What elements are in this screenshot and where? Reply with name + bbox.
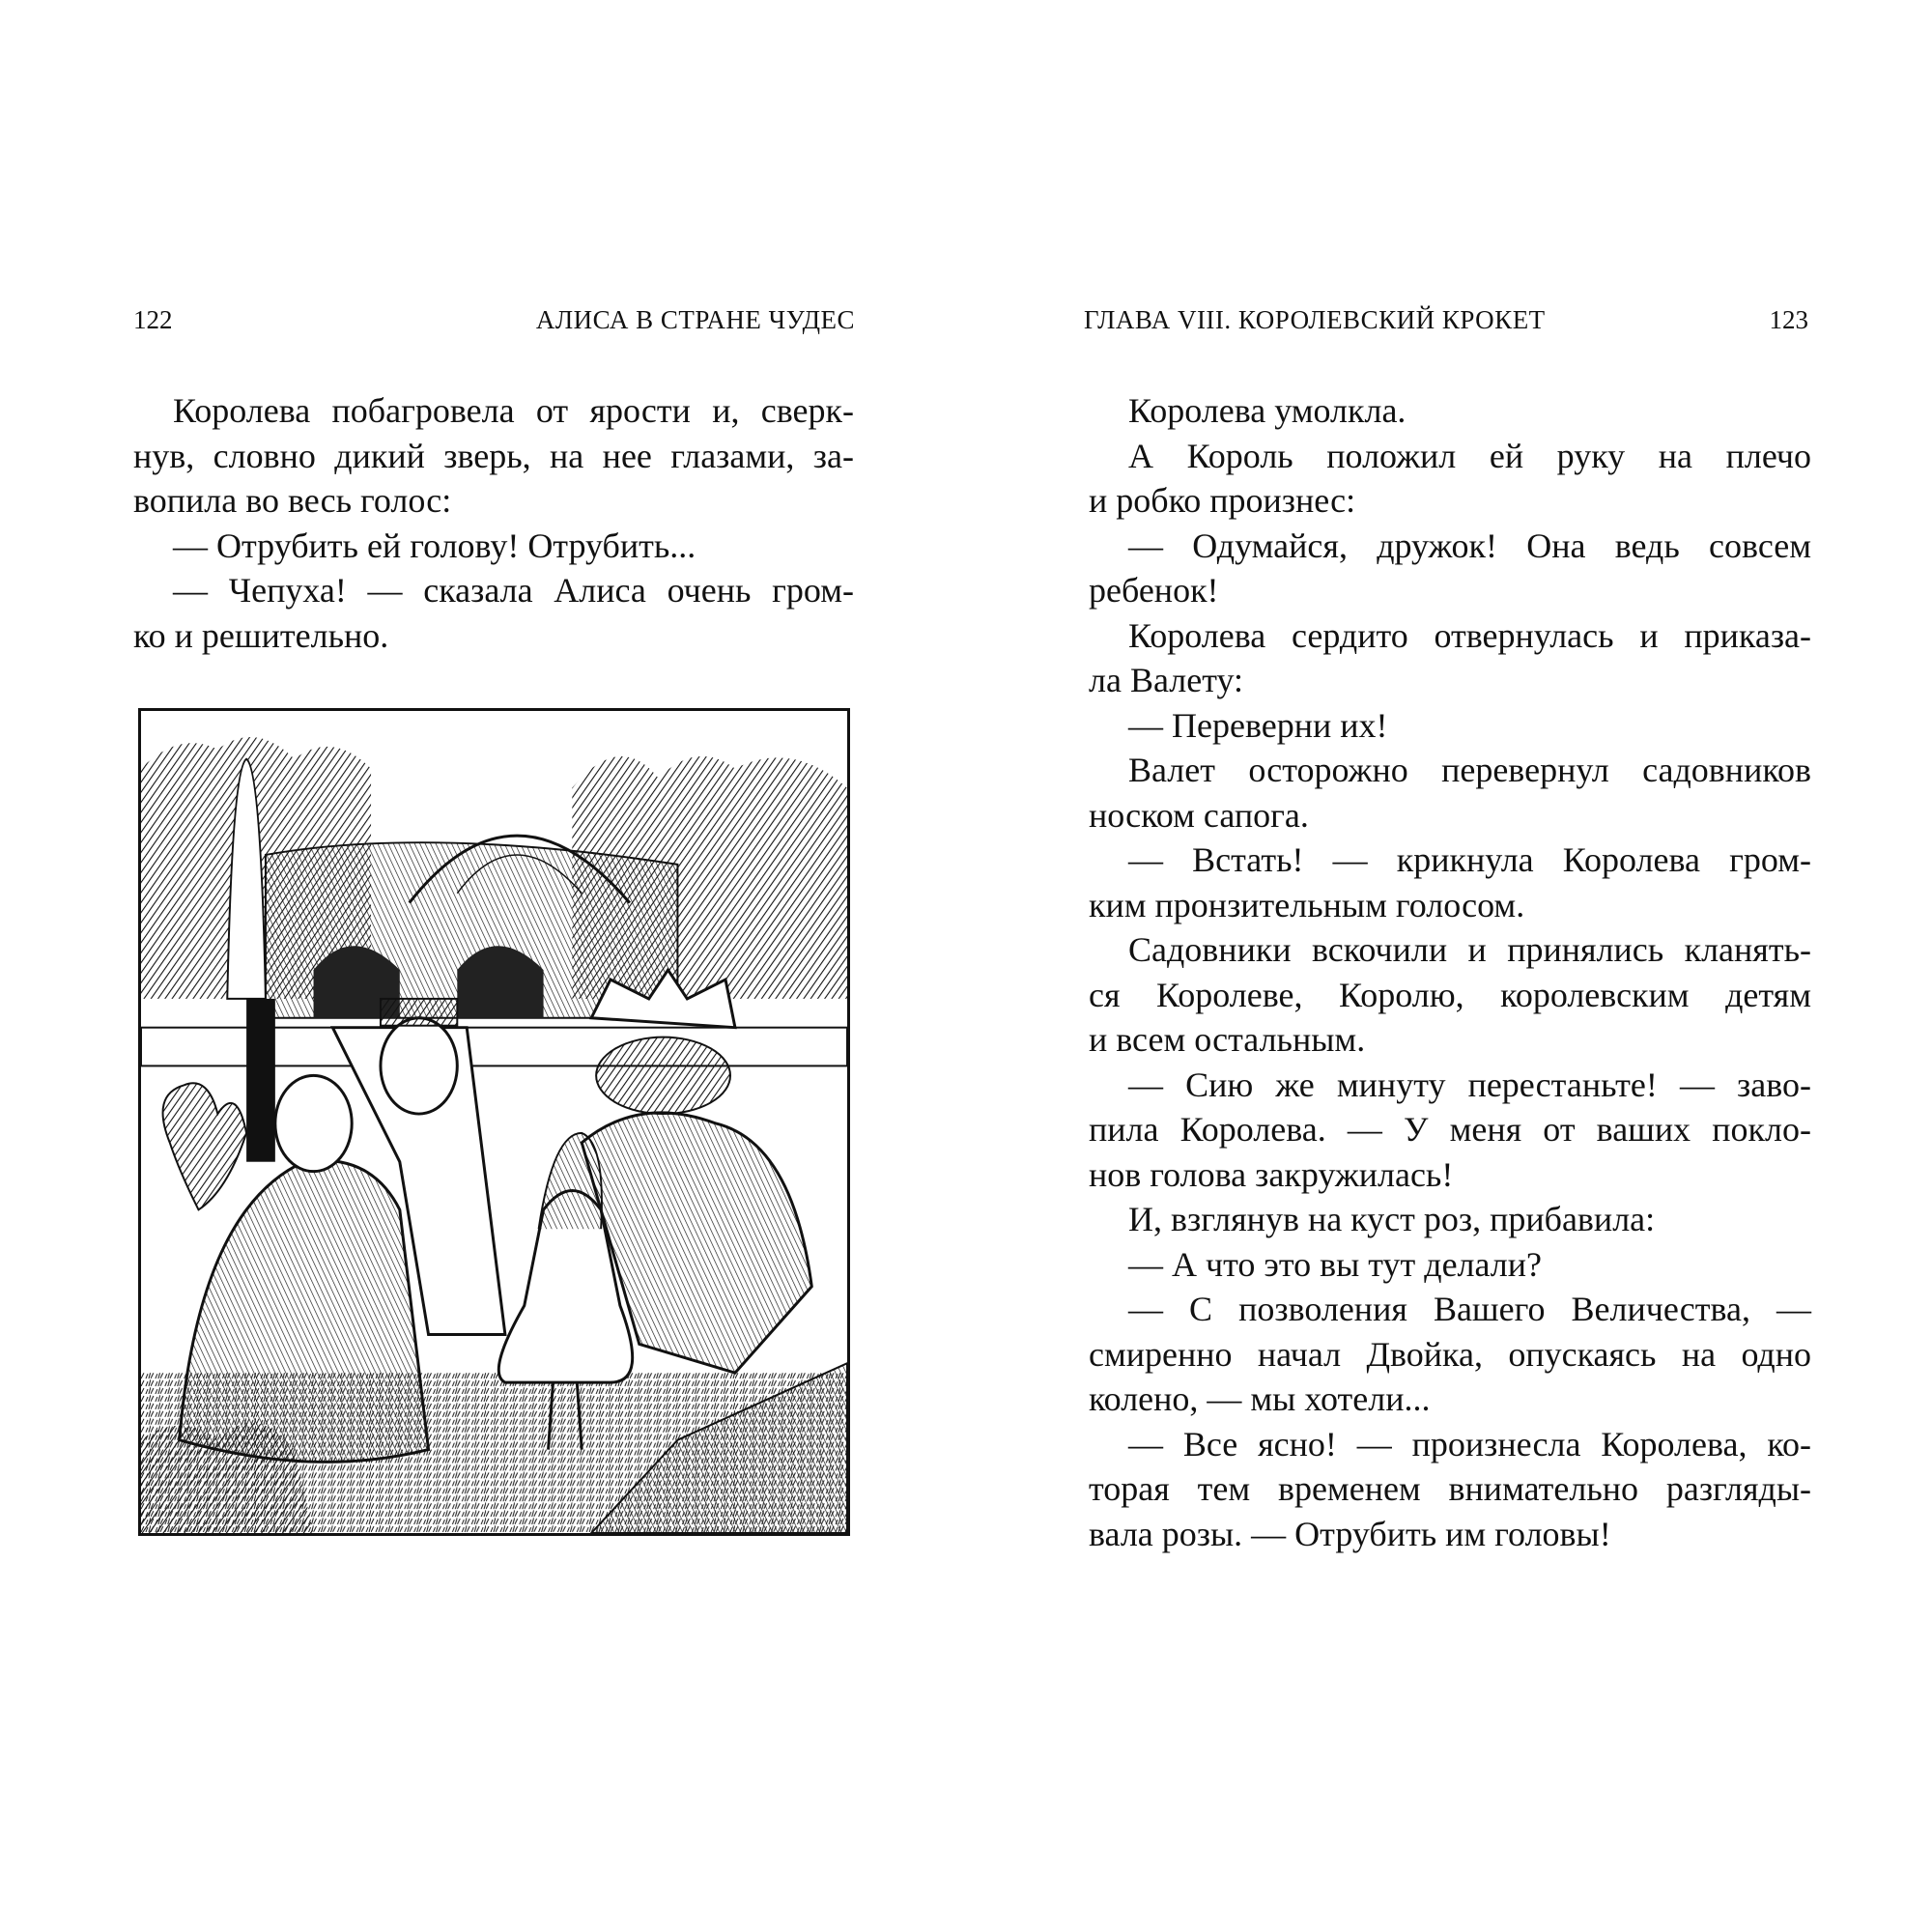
text-line: смиренно начал Двойка, опускаясь на одно (1089, 1334, 1811, 1374)
text-line: — А что это вы тут делали? (1128, 1244, 1543, 1284)
text-line: Валет осторожно перевернул садовников (1128, 751, 1811, 789)
text-line: ребенок! (1089, 571, 1219, 610)
text-line: — Все ясно! — произнесла Королева, ко- (1128, 1424, 1811, 1463)
heart-sceptre-icon (163, 1083, 247, 1209)
text-line: Королева умолкла. (1128, 391, 1406, 430)
text-line: ким пронзительным голосом. (1089, 885, 1525, 924)
page-number: 123 (1769, 305, 1808, 334)
engraving-illustration (141, 711, 847, 1533)
text-line: — С позволения Вашего Величества, — (1128, 1290, 1811, 1328)
text-line: Королева побагровела от ярости и, сверк- (173, 391, 854, 430)
text-line: — Сию же минуту перестаньте! — заво- (1128, 1065, 1811, 1104)
body-text (133, 388, 854, 658)
text-line: нув, словно дикий зверь, на нее глазами, за- (133, 436, 854, 475)
text-line: вопила во весь голос: (133, 481, 452, 520)
text-line: — Отрубить ей голову! Отрубить... (173, 526, 696, 565)
text-line: нов голова закружилась! (1089, 1154, 1454, 1194)
text-line: — Одумайся, дружок! Она ведь совсем (1128, 526, 1811, 565)
text-line: ла Валету: (1089, 661, 1243, 699)
text-line: пила Королева. — У меня от ваших покло- (1089, 1110, 1811, 1149)
text-line: вала розы. — Отрубить им головы! (1089, 1514, 1611, 1553)
text-line: колено, — мы хотели... (1089, 1379, 1431, 1418)
text-line: — Встать! — крикнула Королева гром- (1128, 840, 1811, 879)
right-page (966, 0, 1932, 1932)
text-line: А Король положил ей руку на плечо (1128, 436, 1811, 475)
illustration (138, 708, 850, 1536)
text-line: носком сапога. (1089, 795, 1309, 835)
running-head: АЛИСА В СТРАНЕ ЧУДЕС (535, 305, 855, 334)
text-line: торая тем временем внимательно разгляды- (1089, 1469, 1811, 1508)
text-line: и робко произнес: (1089, 481, 1356, 520)
text-line: Королева сердито отвернулась и приказа- (1128, 615, 1811, 655)
text-line: ся Королеве, Королю, королевским детям (1089, 975, 1811, 1014)
running-head: ГЛАВА VIII. КОРОЛЕВСКИЙ КРОКЕТ (1084, 305, 1546, 334)
text-line: — Чепуха! — сказала Алиса очень гром- (173, 571, 854, 610)
text-line: И, взглянув на куст роз, прибавила: (1128, 1200, 1656, 1238)
text-line: и всем остальным. (1089, 1020, 1366, 1059)
body-text (1089, 388, 1811, 1556)
text-line: ко и решительно. (133, 615, 389, 655)
text-line: — Переверни их! (1128, 705, 1388, 745)
queen-of-hearts-icon (180, 1160, 429, 1462)
page-number: 122 (133, 305, 173, 334)
text-line: Садовники вскочили и принялись кланять- (1128, 930, 1811, 969)
